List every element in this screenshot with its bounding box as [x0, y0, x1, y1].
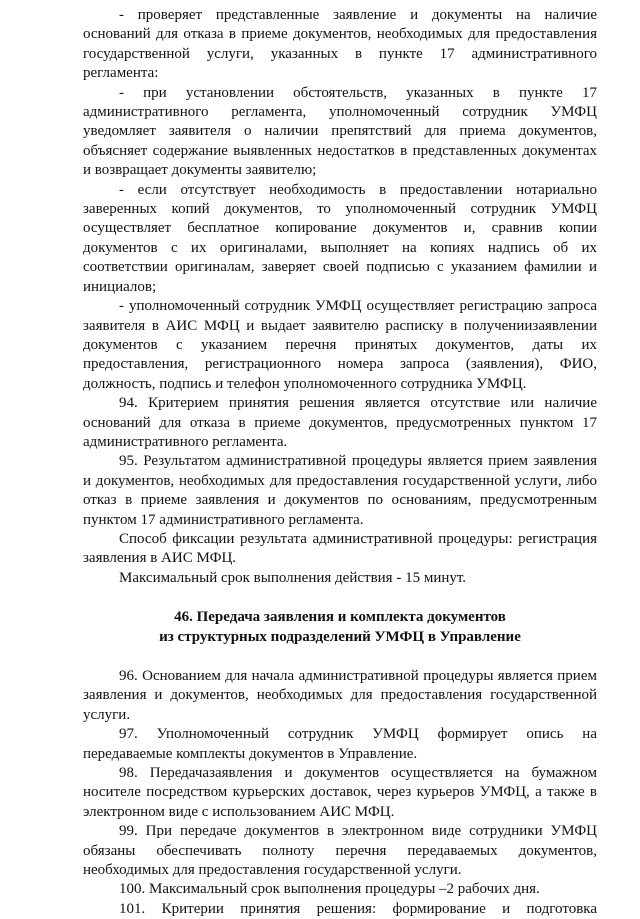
paragraph-96: 96. Основанием для начала административной процедуры является прием заявления и документов, необходимых для предоставления государственной услуги.: [83, 668, 597, 723]
paragraph-register-request: - уполномоченный сотрудник УМФЦ осуществляет регистрацию запроса заявителя в АИС МФЦ и выдает заявителю расписку в получениизаявлении документов с указанием перечня принятых документов, даты их предоставления, регистрационного номера запроса (заявления), ФИО, должность, подпись и телефон уполномоченного сотрудника УМФЦ.: [83, 298, 597, 392]
paragraph-max-duration: Максимальный срок выполнения действия - 15 минут.: [119, 569, 467, 586]
paragraph-99: 99. При передаче документов в электронном виде сотрудники УМФЦ обязаны обеспечивать полноту перечня передаваемых документов, необходимых для предоставления государственной услуги.: [83, 823, 597, 879]
paragraph-95: 95. Результатом административной процедуры является прием заявления и документов, необходимых для предоставления государственной услуги, либо отказ в приеме заявления и документов по основаниям, предусмотренным пунктом 17 административного регламента.: [83, 453, 597, 528]
paragraph-97: 97. Уполномоченный сотрудник УМФЦ формирует опись на передаваемые комплекты документов в Управление.: [83, 726, 597, 762]
paragraph-copy-documents: - если отсутствует необходимость в предоставлении нотариально заверенных копий документов, то уполномоченный сотрудник УМФЦ осуществляет бесплатное копирование документов и, сравнив копии документов с их оригиналами, выполняет на копиях надпись об их соответствии оригиналам, заверяет своей подписью с указанием фамилии и инициалов;: [83, 181, 597, 295]
section-heading-line-2: из структурных подразделений УМФЦ в Управление: [159, 628, 521, 645]
paragraph-98: 98. Передачазаявления и документов осуществляется на бумажном носителе посредством курьерских доставок, через курьеров УМФЦ, а также в электронном виде с использованием АИС МФЦ.: [83, 765, 597, 820]
section-heading: [83, 608, 597, 647]
paragraph-101: 101. Критерии принятия решения: формирование и подготовка: [119, 900, 597, 917]
paragraph-notify-applicant: - при установлении обстоятельств, указанных в пункте 17 административного регламента, уполномоченный сотрудник УМФЦ уведомляет заявителя о наличии препятствий для приема документов, объясняет содержание выявленных недостатков в представленных документах и возвращает документы заявителю;: [83, 84, 597, 179]
section-heading-line-1: 46. Передача заявления и комплекта документов: [174, 609, 506, 626]
paragraph-check-documents: - проверяет представленные заявление и документы на наличие оснований для отказа в приеме документов, необходимых для предоставления государственной услуги, указанных в пункте 17 административного регламента:: [83, 7, 597, 82]
document-page: [83, 6, 597, 919]
paragraph-100: 100. Максимальный срок выполнения процедуры –2 рабочих дня.: [119, 881, 540, 898]
paragraph-94: 94. Критерием принятия решения является отсутствие или наличие оснований для отказа в приеме документов, предусмотренных пунктом 17 административного регламента.: [83, 395, 597, 450]
paragraph-fixation-method: Способ фиксации результата административной процедуры: регистрация заявления в АИС МФЦ.: [83, 530, 597, 567]
